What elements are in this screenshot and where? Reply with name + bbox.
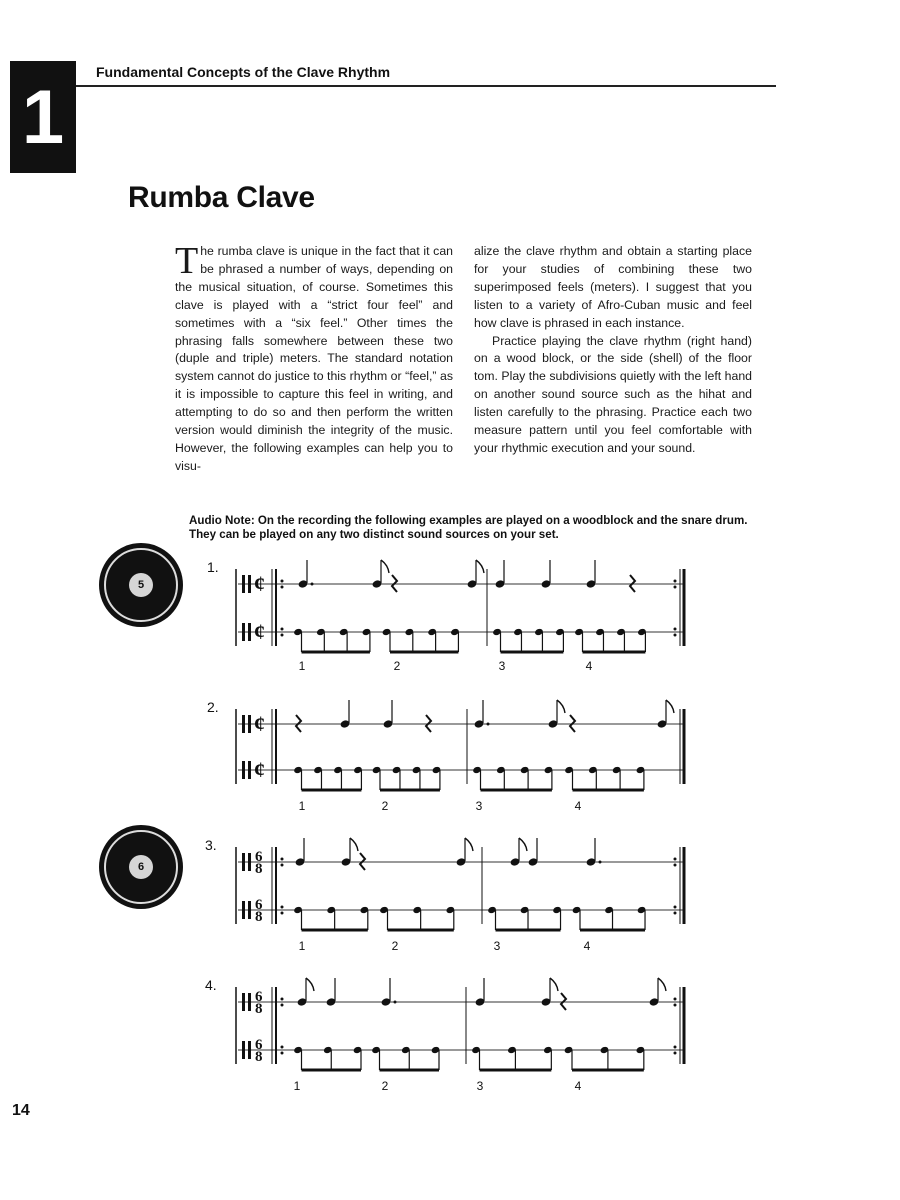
repeat-dot — [674, 580, 677, 583]
example-label: 4. — [205, 977, 217, 993]
repeat-dot — [281, 1052, 284, 1055]
beat-count: 4 — [583, 939, 591, 953]
rhythm-system — [236, 838, 684, 953]
note-flag — [350, 838, 358, 851]
paragraph-text: he rumba clave is unique in the fact that it can be phrased a number of ways, depending on the musical situation, of course. Sometimes this clave is played with a “strict four feel” and sometimes with a “six feel.” Other times the phrasing falls somewhere between these two (duple and triple) meters. The standard notation system cannot do justice to this rhythm or “feel,” as it is impossible to capture this feel in writing, and attempting to do so and then perform the written version would diminish the integrity of the music. However, the following examples can help you to visu- — [175, 244, 453, 473]
time-signature: 6 — [255, 989, 263, 1005]
percussion-clef — [242, 623, 245, 641]
time-signature: ¢ — [254, 711, 265, 736]
repeat-dot — [281, 1046, 284, 1049]
repeat-dot — [281, 906, 284, 909]
time-signature: 8 — [255, 861, 263, 877]
rhythm-system — [236, 560, 684, 673]
dot — [311, 583, 314, 586]
percussion-clef — [242, 575, 245, 593]
repeat-dot — [674, 1046, 677, 1049]
rhythm-system — [236, 700, 684, 813]
note-flag — [550, 978, 558, 991]
example-label: 1. — [207, 559, 219, 575]
percussion-clef — [242, 715, 245, 733]
repeat-dot — [281, 628, 284, 631]
repeat-dot — [674, 858, 677, 861]
beat-count: 2 — [381, 1079, 389, 1093]
percussion-clef — [248, 715, 251, 733]
dot — [487, 723, 490, 726]
time-signature: 6 — [255, 897, 263, 913]
percussion-clef — [248, 993, 251, 1011]
audio-note: Audio Note: On the recording the following examples are played on a woodblock and the snare drum. They can be played on any two distinct sound sources on your set. — [189, 514, 748, 541]
percussion-clef — [248, 1041, 251, 1059]
beat-count: 2 — [381, 799, 389, 813]
beat-count: 3 — [498, 659, 506, 673]
body-paragraph: Practice playing the clave rhythm (right hand) on a wood block, or the side (shell) of the floor tom. Play the subdivisions quietly with the left hand on another sound source such as the hihat and listen carefully to the phrasing. Practice each two measure pattern until you feel comfortable with your rhythmic execution and your sound. — [474, 333, 752, 455]
time-signature: 6 — [255, 1037, 263, 1053]
repeat-dot — [674, 998, 677, 1001]
repeat-dot — [281, 580, 284, 583]
time-signature: 6 — [255, 849, 263, 865]
rhythm-system — [236, 978, 684, 1093]
repeat-dot — [281, 858, 284, 861]
repeat-dot — [674, 1052, 677, 1055]
percussion-clef — [242, 993, 245, 1011]
beat-count: 1 — [298, 939, 306, 953]
note-flag — [658, 978, 666, 991]
time-signature: 8 — [255, 909, 263, 925]
example-label: 2. — [207, 699, 219, 715]
beat-count: 1 — [293, 1079, 301, 1093]
percussion-clef — [248, 901, 251, 919]
percussion-clef — [242, 1041, 245, 1059]
repeat-dot — [674, 912, 677, 915]
time-signature: ¢ — [254, 571, 265, 596]
repeat-dot — [281, 586, 284, 589]
note-flag — [381, 560, 389, 573]
beat-count: 4 — [574, 799, 582, 813]
repeat-dot — [281, 1004, 284, 1007]
time-signature: ¢ — [254, 757, 265, 782]
beat-count: 1 — [298, 659, 306, 673]
note-flag — [666, 700, 674, 713]
example-label: 3. — [205, 837, 217, 853]
section-title: Rumba Clave — [128, 181, 315, 214]
beat-count: 1 — [298, 799, 306, 813]
repeat-dot — [674, 1004, 677, 1007]
time-signature: 8 — [255, 1049, 263, 1065]
time-signature: ¢ — [254, 619, 265, 644]
time-signature: 8 — [255, 1001, 263, 1017]
chapter-number: 1 — [21, 74, 65, 160]
repeat-dot — [281, 864, 284, 867]
cd-track-number: 6 — [129, 855, 153, 879]
percussion-clef — [242, 853, 245, 871]
repeat-dot — [281, 998, 284, 1001]
note-flag — [519, 838, 527, 851]
repeat-dot — [674, 634, 677, 637]
percussion-clef — [248, 761, 251, 779]
beat-count: 3 — [475, 799, 483, 813]
repeat-dot — [281, 634, 284, 637]
percussion-clef — [242, 761, 245, 779]
percussion-clef — [248, 853, 251, 871]
dot — [599, 861, 602, 864]
beat-count: 3 — [493, 939, 501, 953]
repeat-dot — [674, 586, 677, 589]
percussion-clef — [248, 575, 251, 593]
repeat-dot — [674, 628, 677, 631]
percussion-clef — [248, 623, 251, 641]
note-flag — [306, 978, 314, 991]
drop-cap: T — [175, 240, 199, 282]
page-number: 14 — [12, 1102, 30, 1119]
repeat-dot — [674, 864, 677, 867]
dot — [394, 1001, 397, 1004]
beat-count: 2 — [391, 939, 399, 953]
repeat-dot — [674, 906, 677, 909]
note-flag — [557, 700, 565, 713]
beat-count: 3 — [476, 1079, 484, 1093]
note-flag — [465, 838, 473, 851]
percussion-clef — [242, 901, 245, 919]
repeat-dot — [281, 912, 284, 915]
beat-count: 2 — [393, 659, 401, 673]
beat-count: 4 — [585, 659, 593, 673]
beat-count: 4 — [574, 1079, 582, 1093]
cd-track-number: 5 — [129, 573, 153, 597]
note-flag — [476, 560, 484, 573]
running-header: Fundamental Concepts of the Clave Rhythm — [96, 64, 391, 80]
body-paragraph: alize the clave rhythm and obtain a starting place for your studies of combining these two superimposed feels (meters). I suggest that you listen to a variety of Afro-Cuban music and feel how clave is phrased in each instance. — [474, 244, 752, 330]
